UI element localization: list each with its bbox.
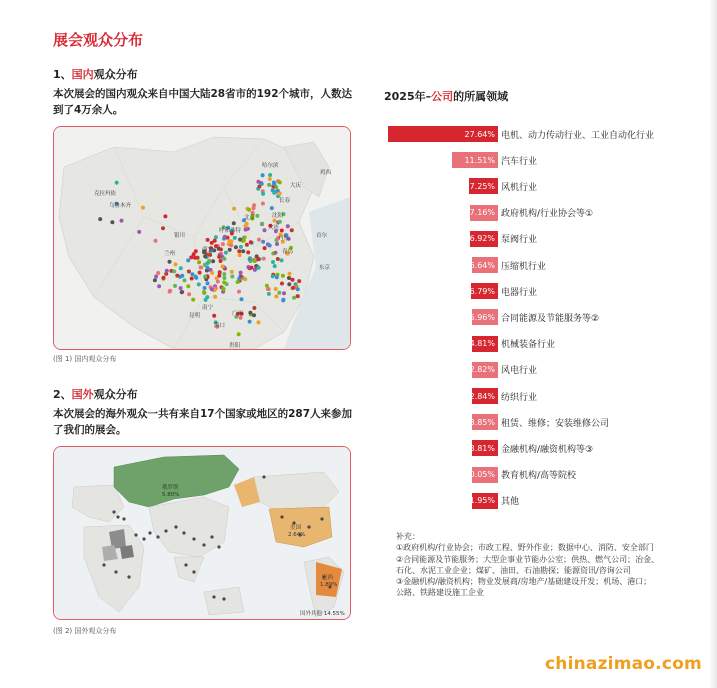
city-dot (175, 274, 179, 278)
visitor-dot (148, 531, 151, 534)
city-dot (197, 282, 201, 286)
city-dot (252, 203, 256, 207)
city-dot (274, 295, 278, 299)
city-dot (197, 260, 201, 264)
city-dot (249, 240, 253, 244)
city-dot (210, 287, 214, 291)
city-dot (271, 260, 275, 264)
visitor-dot (114, 570, 117, 573)
city-dot (194, 276, 198, 280)
bar-label: 教育机构/高等院校 (501, 471, 577, 482)
bar-label: 电机、动力传动行业、工业自动化行业 (501, 130, 655, 141)
city-dot (275, 275, 279, 279)
city-dot (217, 255, 221, 259)
city-dot (257, 320, 261, 324)
city-dot (287, 276, 291, 280)
bar-row (380, 283, 710, 299)
city-dot (186, 258, 190, 262)
city-dot (290, 228, 294, 232)
city-dot (272, 191, 276, 195)
city-dot (212, 314, 216, 318)
city-dot (202, 290, 206, 294)
bar-label: 压缩机行业 (501, 261, 547, 272)
city-dot (281, 298, 285, 302)
city-dot (194, 249, 198, 253)
city-dot (267, 183, 271, 187)
city-dot (278, 180, 282, 184)
city-dot (223, 235, 227, 239)
city-dot (268, 177, 272, 181)
city-dot (161, 226, 165, 230)
bar-label: 纺织行业 (501, 392, 538, 403)
map-label: 呼和浩特 (219, 228, 242, 234)
visitor-dot (184, 563, 187, 566)
city-dot (228, 248, 232, 252)
bar-row (380, 126, 710, 142)
notes-line: ①政府机构/行业协会；市政工程、野外作业；数据中心、消防、安全部门 (396, 543, 654, 553)
bar: 2.82% (472, 362, 498, 378)
city-dot (137, 230, 141, 234)
city-dot (193, 256, 197, 260)
city-dot (199, 265, 203, 269)
city-dot (163, 214, 167, 218)
usa-label: 美国 (290, 525, 302, 531)
domestic-heading: 1、国内观众分布 (53, 68, 138, 81)
map-label: 克拉玛依 (94, 191, 117, 197)
watermark: chinazimao.com (545, 654, 702, 674)
city-dot (273, 251, 277, 255)
city-dot (154, 275, 158, 279)
city-dot (253, 259, 257, 263)
city-dot (255, 214, 259, 218)
bar: 3.81% (472, 440, 498, 456)
domestic-paragraph: 本次展会的国内观众来自中国大陆28省市的192个城市，人数达到了4万余人。 (53, 88, 353, 116)
map-label: 长春 (279, 198, 291, 204)
city-dot (191, 298, 195, 302)
city-dot (261, 173, 265, 177)
city-dot (263, 228, 267, 232)
bar-label: 风电行业 (501, 366, 538, 377)
city-dot (219, 259, 223, 263)
city-dot (237, 277, 241, 281)
city-dot (187, 292, 191, 296)
city-dot (213, 239, 217, 243)
city-dot (261, 192, 265, 196)
city-dot (246, 250, 250, 254)
visitor-dot (210, 535, 213, 538)
visitor-dot (307, 525, 310, 528)
map-label: 银川 (174, 233, 186, 239)
bar-row (380, 336, 710, 352)
city-dot (203, 275, 207, 279)
city-dot (98, 217, 102, 221)
city-dot (261, 202, 265, 206)
notes-title: 补充： (396, 532, 420, 541)
bar-row (380, 178, 710, 194)
city-dot (230, 270, 234, 274)
map-label: 兰州 (164, 251, 176, 257)
bar: 27.64% (388, 126, 498, 142)
page-title: 展会观众分布 (53, 31, 144, 49)
bar: 3.85% (472, 414, 498, 430)
city-dot (180, 290, 184, 294)
map-label: 贵阳 (229, 343, 241, 349)
city-dot (183, 278, 187, 282)
bar: 5.96% (472, 309, 498, 325)
city-dot (110, 220, 114, 224)
bar-row (380, 205, 710, 221)
city-dot (180, 274, 184, 278)
city-dot (268, 173, 272, 177)
bar-row (380, 309, 710, 325)
city-dot (157, 284, 161, 288)
map-label: 东京 (319, 265, 331, 271)
city-dot (219, 247, 223, 251)
visitor-dot (222, 597, 225, 600)
city-dot (187, 270, 191, 274)
city-dot (230, 275, 234, 279)
city-dot (248, 311, 252, 315)
city-dot (266, 287, 270, 291)
visitor-dot (192, 570, 195, 573)
overseas-heading: 2、国外观众分布 (53, 388, 138, 401)
city-dot (238, 238, 242, 242)
domestic-map (53, 126, 351, 350)
bar-row (380, 467, 710, 483)
city-dot (241, 249, 245, 253)
city-dot (248, 257, 252, 261)
city-dot (276, 257, 280, 261)
city-dot (253, 268, 257, 272)
bar-label: 政府机构/行业协会等① (501, 209, 594, 220)
bar-row (380, 414, 710, 430)
map-label: 哈尔滨 (262, 163, 279, 169)
chart-title: 2025年–公司的所属领域 (384, 90, 509, 103)
overseas-paragraph: 本次展会的海外观众一共有来自17个国家或地区的287人来参加了我们的展会。 (53, 408, 353, 436)
russia-label: 俄罗斯 (162, 485, 179, 491)
brazil-pct: 1.89% (320, 582, 338, 588)
map-label: 首尔 (316, 233, 328, 239)
city-dot (250, 266, 254, 270)
city-dot (247, 208, 251, 212)
visitor-dot (102, 563, 105, 566)
notes-line: 公路、铁路建设施工企业 (396, 588, 484, 598)
city-dot (162, 276, 166, 280)
map-label: 鸡西 (320, 170, 332, 176)
domestic-caption: (图 1) 国内观众分布 (53, 355, 117, 363)
city-dot (238, 253, 242, 257)
city-dot (153, 278, 157, 282)
visitor-dot (164, 529, 167, 532)
city-dot (222, 280, 226, 284)
city-dot (267, 292, 271, 296)
city-dot (232, 207, 236, 211)
city-dot (243, 277, 247, 281)
brazil-label: 巴西 (322, 575, 334, 581)
visitor-dot (112, 510, 115, 513)
visitor-dot (127, 575, 130, 578)
city-dot (173, 284, 177, 288)
city-dot (203, 286, 207, 290)
bar-label: 其他 (501, 497, 520, 508)
visitor-dot (134, 533, 137, 536)
city-dot (221, 242, 225, 246)
city-dot (240, 297, 244, 301)
notes (396, 531, 696, 599)
city-dot (211, 259, 215, 263)
city-dot (252, 306, 256, 310)
visitor-dot (217, 545, 220, 548)
bar-label: 电器行业 (501, 287, 538, 298)
city-dot (282, 291, 286, 295)
city-dot (141, 206, 145, 210)
visitor-dot (192, 537, 195, 540)
world-map-svg (54, 447, 350, 619)
city-dot (272, 182, 276, 186)
city-dot (296, 294, 300, 298)
bar: 1.95% (472, 493, 498, 509)
city-dot (260, 222, 264, 226)
city-dot (168, 289, 172, 293)
bar-row (380, 257, 710, 273)
bar-row (380, 152, 710, 168)
city-dot (232, 221, 236, 225)
bar-row (380, 231, 710, 247)
city-dot (198, 271, 202, 275)
others-label: 国外其他 14.55% (300, 611, 345, 617)
city-dot (281, 274, 285, 278)
page-edge (709, 0, 717, 688)
city-dot (271, 274, 275, 278)
city-dot (286, 224, 290, 228)
city-dot (206, 281, 210, 285)
visitor-dot (182, 531, 185, 534)
city-dot (221, 264, 225, 268)
city-dot (237, 249, 241, 253)
city-dot (239, 245, 243, 249)
city-dot (239, 271, 243, 275)
city-dot (274, 287, 278, 291)
city-dot (278, 192, 282, 196)
city-dot (213, 295, 217, 299)
city-dot (263, 246, 267, 250)
visitor-dot (262, 475, 265, 478)
city-dot (297, 279, 301, 283)
city-dot (222, 276, 226, 280)
city-dot (280, 229, 284, 233)
city-dot (244, 228, 248, 232)
visitor-dot (156, 535, 159, 538)
city-dot (288, 272, 292, 276)
city-dot (280, 258, 284, 262)
city-dot (273, 264, 277, 268)
city-dot (273, 219, 277, 223)
bar-label: 泵阀行业 (501, 235, 538, 246)
city-dot (168, 260, 172, 264)
city-dot (252, 313, 256, 317)
city-dot (190, 277, 194, 281)
bar: 6.92% (470, 231, 498, 247)
map-label: 丹东 (278, 236, 290, 242)
map-label: 乌鲁木齐 (109, 203, 132, 209)
city-dot (156, 271, 160, 275)
city-dot (205, 295, 209, 299)
visitor-dot (280, 515, 283, 518)
city-dot (165, 269, 169, 273)
city-dot (206, 261, 210, 265)
city-dot (206, 238, 210, 242)
city-dot (217, 274, 221, 278)
city-dot (278, 220, 282, 224)
city-dot (214, 235, 218, 239)
bar: 6.79% (471, 283, 498, 299)
city-dot (115, 181, 119, 185)
city-dot (260, 182, 264, 186)
city-dot (186, 284, 190, 288)
city-dot (248, 320, 252, 324)
city-dot (296, 287, 300, 291)
city-dot (179, 286, 183, 290)
city-dot (190, 272, 194, 276)
city-dot (203, 254, 207, 258)
city-dot (222, 272, 226, 276)
bar: 11.51% (452, 152, 498, 168)
city-dot (257, 266, 261, 270)
bar-row (380, 493, 710, 509)
map-label: 南宁 (202, 305, 214, 311)
city-dot (257, 238, 261, 242)
bar-row (380, 362, 710, 378)
usa-pct: 2.64% (288, 532, 306, 538)
city-dot (245, 222, 249, 226)
city-dot (205, 266, 209, 270)
city-dot (208, 253, 212, 257)
city-dot (262, 257, 266, 261)
city-dot (270, 206, 274, 210)
notes-line: ②合同能源及节能服务；大型企事业节能办公室；供热、燃气公司；冶金、 (396, 554, 660, 564)
notes-line: 石化、水泥工业企业；煤矿、油田、石油勘探；能源资讯/咨询公司 (396, 565, 631, 575)
city-dot (268, 244, 272, 248)
city-dot (120, 219, 124, 223)
city-dot (242, 239, 246, 243)
city-dot (237, 290, 241, 294)
bar-label: 租赁、维修；安装维修公司 (501, 418, 610, 429)
map-label: 西安 (202, 247, 214, 253)
map-label: 昆明 (189, 313, 201, 319)
visitor-dot (212, 595, 215, 598)
city-dot (174, 262, 178, 266)
city-dot (261, 240, 265, 244)
bar: 7.25% (469, 178, 498, 194)
city-dot (179, 266, 183, 270)
bar-row (380, 388, 710, 404)
city-dot (224, 251, 228, 255)
visitor-dot (122, 517, 125, 520)
visitor-dot (142, 537, 145, 540)
map-label: 大庆 (290, 183, 302, 189)
map-label: 青岛 (282, 249, 294, 255)
city-dot (275, 242, 279, 246)
visitor-dot (320, 517, 323, 520)
city-dot (222, 287, 226, 291)
visitor-dot (116, 515, 119, 518)
bar: 0.05% (472, 467, 498, 483)
city-dot (210, 271, 214, 275)
map-label: 沈阳 (272, 213, 284, 219)
bar: 6.64% (472, 257, 498, 273)
bar-label: 金融机构/融资机构等③ (501, 444, 594, 455)
city-dot (291, 286, 295, 290)
city-dot (277, 291, 281, 295)
visitor-dot (174, 525, 177, 528)
city-dot (280, 282, 284, 286)
city-dot (245, 243, 249, 247)
bar: 7.16% (470, 205, 498, 221)
map-label: 海口 (214, 323, 226, 329)
notes-line: ③金融机构/融资机构；物业发展商/房地产/基础建设开发；机场、港口； (396, 577, 652, 587)
visitor-dot (202, 543, 205, 546)
bar-label: 汽车行业 (501, 156, 538, 167)
city-dot (287, 282, 291, 286)
bar-label: 风机行业 (501, 182, 538, 193)
city-dot (229, 243, 233, 247)
bar-row (380, 440, 710, 456)
city-dot (256, 257, 260, 261)
city-dot (172, 269, 176, 273)
overseas-map (53, 446, 351, 620)
city-dot (222, 257, 226, 261)
map-label: 北京 (244, 215, 256, 221)
china-map-svg (54, 127, 350, 349)
map-label: 大连 (268, 225, 280, 231)
city-dot (228, 239, 232, 243)
city-dot (237, 332, 241, 336)
overseas-caption: (图 2) 国外观众分布 (53, 627, 117, 635)
city-dot (154, 239, 158, 243)
city-dot (292, 296, 296, 300)
bar: 2.84% (472, 388, 498, 404)
city-dot (291, 278, 295, 282)
bar-label: 合同能源及节能服务等② (501, 313, 600, 324)
bar-label: 机械装备行业 (501, 340, 556, 351)
map-label: 广州 (232, 311, 244, 317)
city-dot (189, 255, 193, 259)
russia-pct: 5.80% (162, 492, 180, 498)
city-dot (234, 245, 238, 249)
city-dot (233, 236, 237, 240)
bar: 4.81% (472, 336, 498, 352)
